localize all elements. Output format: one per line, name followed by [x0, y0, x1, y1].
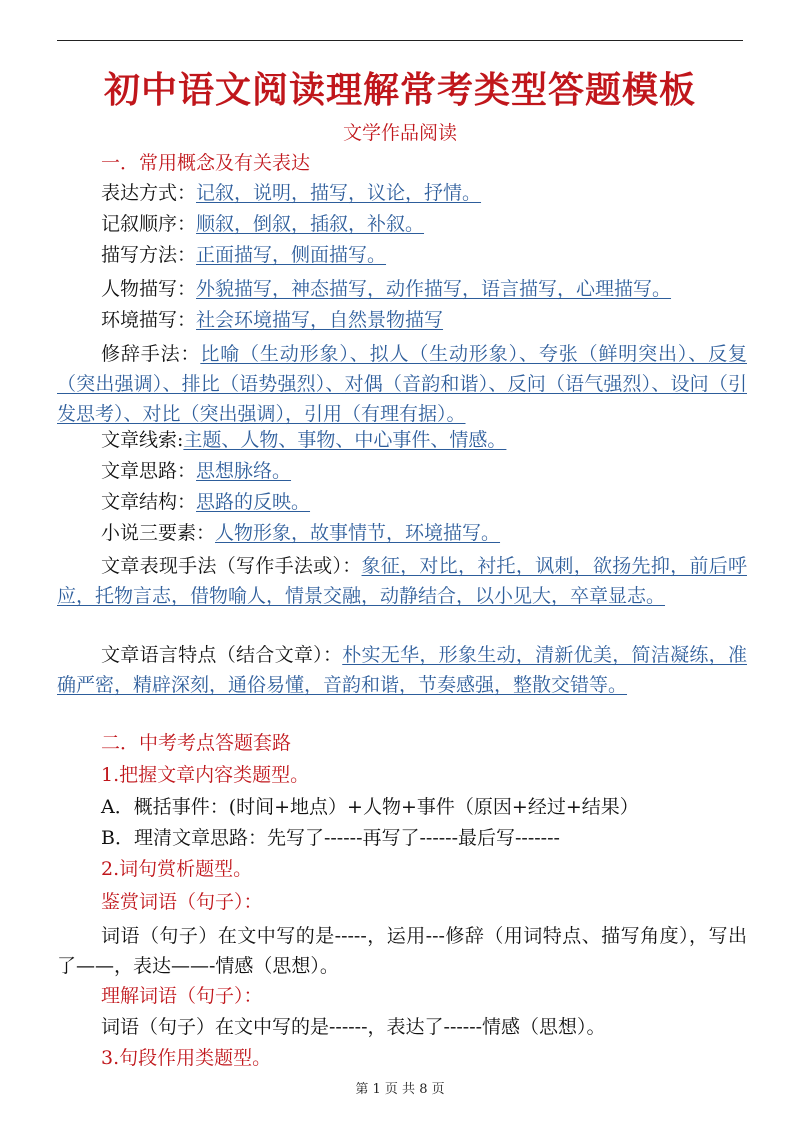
term-label: 描写方法：: [101, 244, 197, 266]
section2-heading: 二．中考考点答题套路: [101, 732, 292, 754]
section1-heading: 一．常用概念及有关表达: [101, 152, 311, 174]
term-value: 社会环境描写，自然景物描写: [196, 309, 444, 331]
term-value: 记叙，说明，描写，议论，抒情。: [196, 182, 482, 204]
understand-heading: 理解词语（句子）：: [101, 985, 263, 1007]
appreciate-heading: 鉴赏词语（句子）：: [101, 891, 263, 913]
term-row: [101, 428, 800, 452]
document-subtitle: 文学作品阅读: [342, 122, 457, 144]
term-value: 象征，对比，衬托，讽刺，欲扬先抑，前后呼应，托物言志，借物喻人，情景交融，动静结合，以小见大，卒章显志。: [57, 555, 747, 607]
term-label: 文章语言特点（结合文章）：: [101, 644, 343, 666]
page-footer: 第 1 页 共 8 页: [355, 1082, 445, 1097]
term-label: 人物描写：: [101, 278, 197, 300]
term-value: 思路的反映。: [196, 491, 311, 513]
term-row: [101, 459, 800, 483]
term-value: 朴实无华，形象生动，清新优美，简洁凝练，准确严密，精辟深刻，通俗易懂，音韵和谐，节奏感强，整散交错等。: [57, 644, 747, 696]
term-row: [101, 490, 800, 514]
term-row: [101, 277, 800, 301]
term-value: 顺叙，倒叙，插叙，补叙。: [196, 213, 425, 235]
term-row-language: [57, 640, 747, 700]
term-label: 文章结构：: [101, 491, 197, 513]
term-row: [101, 212, 800, 236]
term-row: [101, 521, 800, 545]
term-label: 小说三要素：: [101, 522, 216, 544]
term-value: 主题、人物、事物、中心事件、情感。: [183, 429, 507, 451]
term-label: 文章思路：: [101, 460, 197, 482]
term-value: 外貌描写，神态描写，动作描写，语言描写，心理描写。: [196, 278, 672, 300]
understand-text: 词语（句子）在文中写的是------，表达了------情感（思想）。: [101, 1016, 606, 1038]
term-value: 思想脉络。: [196, 460, 292, 482]
term-label: 文章线索:: [101, 429, 184, 451]
term-value: 人物形象，故事情节，环境描写。: [215, 522, 501, 544]
term-row: [101, 181, 800, 205]
header-rule: [57, 40, 743, 41]
item-b: B．理清文章思路：先写了------再写了------最后写-------: [101, 827, 560, 849]
term-row: [101, 308, 800, 332]
term-label: 修辞手法：: [101, 343, 201, 365]
term-label: 表达方式：: [101, 182, 197, 204]
term-row-technique: [57, 551, 747, 611]
term-value: 正面描写，侧面描写。: [196, 244, 387, 266]
item-a: A．概括事件：(时间+地点）+人物+事件（原因+经过+结果）: [101, 796, 639, 818]
term-label: 文章表现手法（写作手法或）：: [101, 555, 362, 577]
subheading-2: 2.词句赏析题型。: [101, 858, 253, 880]
term-row: [101, 243, 800, 267]
subheading-3: 3.句段作用类题型。: [101, 1047, 272, 1069]
term-value: 比喻（生动形象）、拟人（生动形象）、夸张（鲜明突出）、反复（突出强调）、排比（语势强烈）、对偶（音韵和谐）、反问（语气强烈）、设问（引发思考）、对比（突出强调），引用（有理有据）。: [57, 343, 747, 425]
document-title: 初中语文阅读理解常考类型答题模板: [103, 69, 696, 111]
subheading-1: 1.把握文章内容类题型。: [101, 764, 310, 786]
term-label: 记叙顺序：: [101, 213, 197, 235]
appreciate-text: 词语（句子）在文中写的是-----，运用---修辞（用词特点、描写角度），写出了——，表达——-情感（思想）。: [57, 925, 747, 977]
term-label: 环境描写：: [101, 309, 197, 331]
term-row-rhetoric: [57, 339, 747, 429]
